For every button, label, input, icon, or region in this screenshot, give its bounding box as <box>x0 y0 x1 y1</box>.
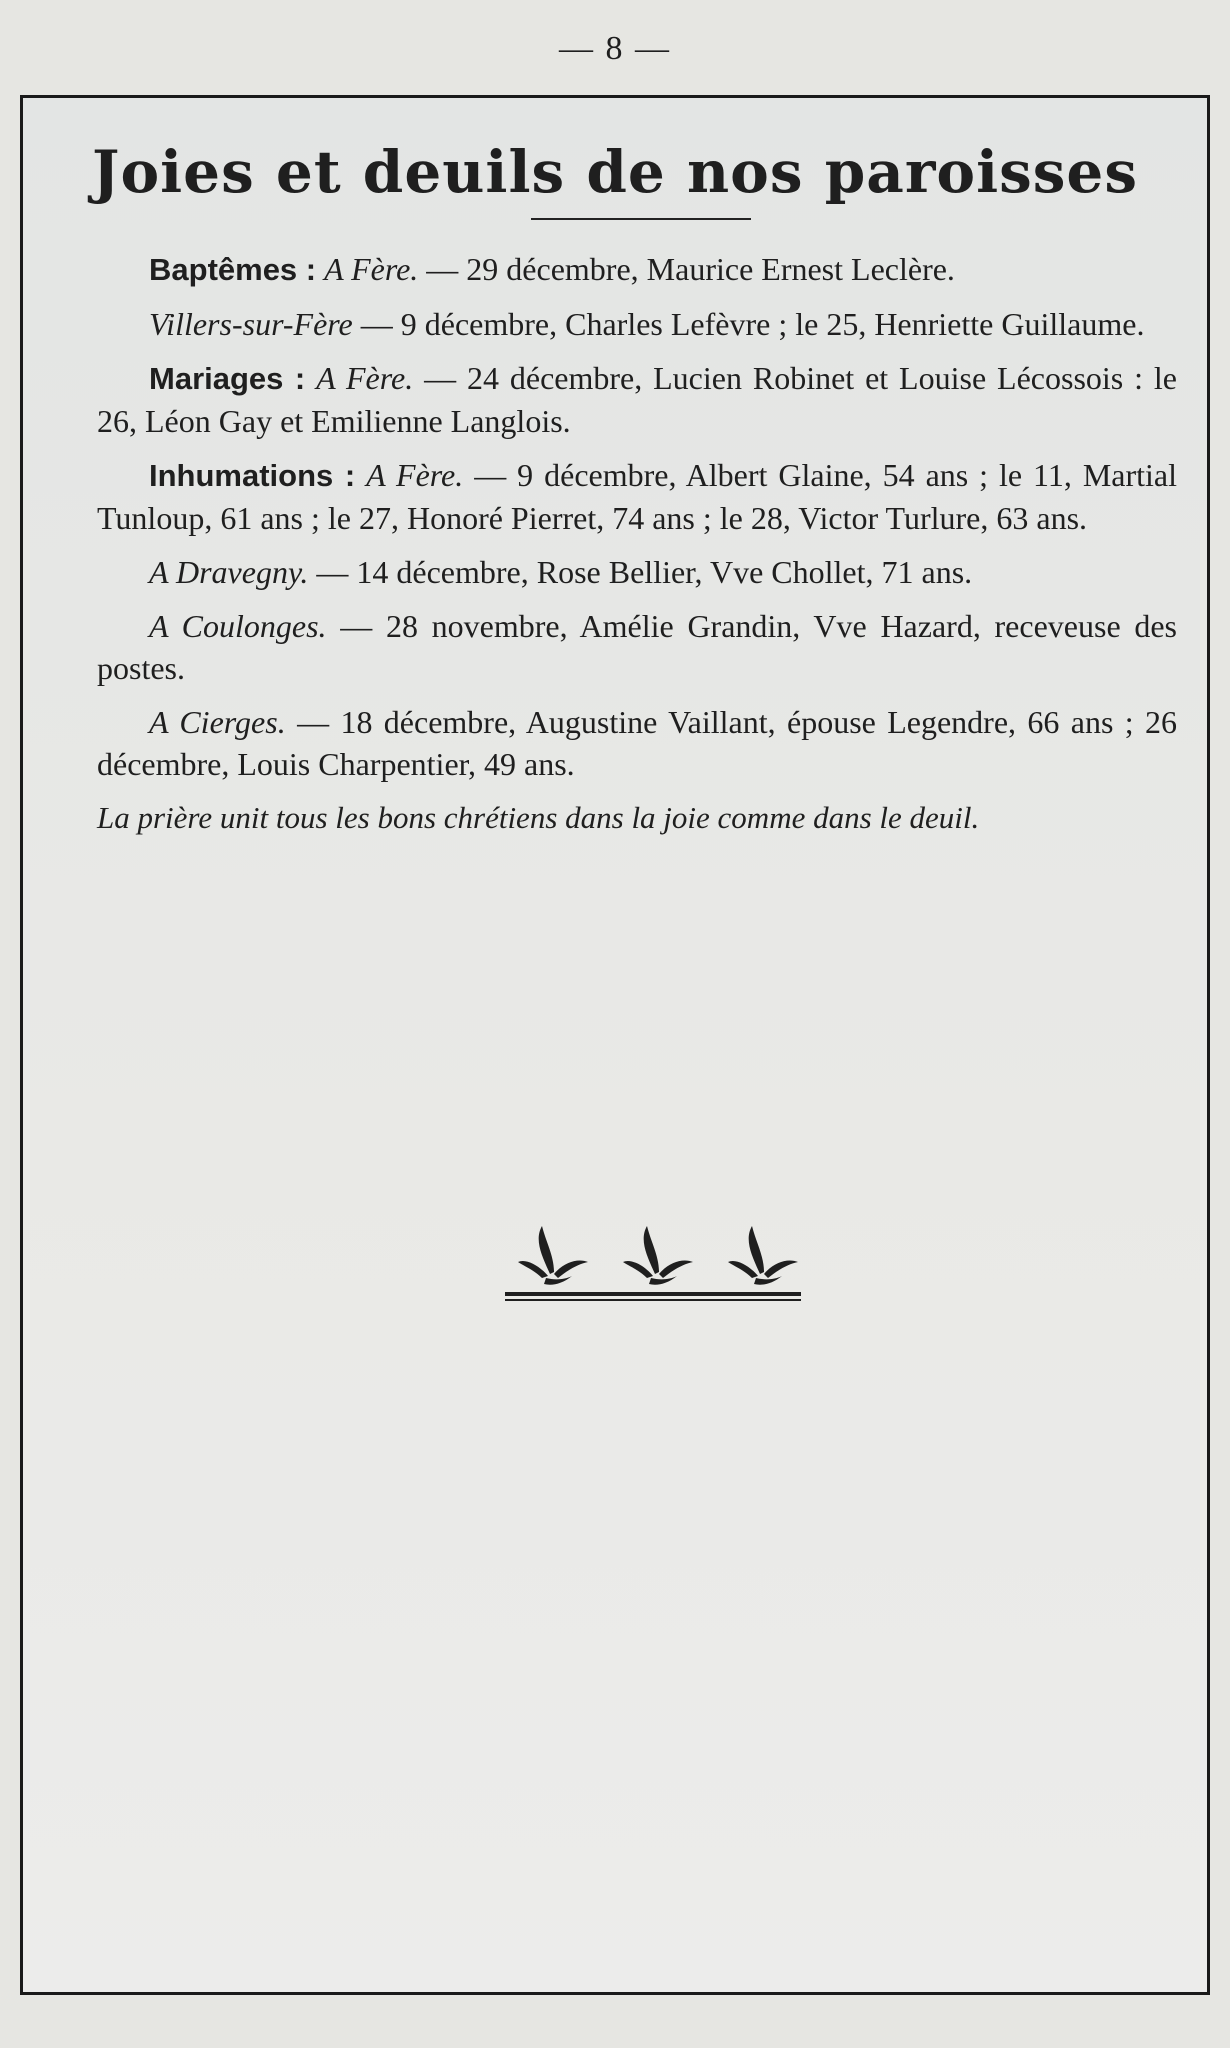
cierges-entry <box>97 701 1177 785</box>
page-number: — 8 — <box>559 30 671 67</box>
parish-register <box>97 248 1177 851</box>
closing-line: La prière unit tous les bons chrétiens dans la joie comme dans le deuil. <box>97 800 980 835</box>
dravegny-place: A Dravegny. <box>149 554 309 590</box>
coulonges-place: A Coulonges. <box>149 608 327 644</box>
page-title: Joies et deuils de nos paroisses <box>92 138 1138 206</box>
inhumations-text: — 9 décembre, Albert Glaine, 54 ans ; le 11, Martial Tunloup, 61 ans ; le 27, Honoré Pierret, 74 ans ; le 28, Victor Turlure, 63 ans. <box>97 457 1178 536</box>
villers-place: Villers-sur-Fère <box>149 306 353 342</box>
mariages-label: Mariages : <box>149 361 306 396</box>
dravegny-entry <box>97 551 1177 593</box>
mariages-place: A Fère. <box>316 360 414 396</box>
villers-text: — 9 décembre, Charles Lefèvre ; le 25, Henriette Guillaume. <box>360 306 1145 342</box>
page-frame <box>20 95 1210 1995</box>
title-divider <box>531 218 751 220</box>
coulonges-text: — 28 novembre, Amélie Grandin, Vve Hazard, receveuse des postes. <box>97 608 1178 686</box>
inhumations-place: A Fère. <box>366 457 464 493</box>
cierges-text: — 18 décembre, Augustine Vaillant, épouse Legendre, 66 ans ; 26 décembre, Louis Charpentier, 49 ans. <box>97 704 1178 782</box>
coulonges-entry <box>97 605 1177 689</box>
dravegny-text: — 14 décembre, Rose Bellier, Vve Chollet, 71 ans. <box>316 554 973 590</box>
baptemes-label: Baptêmes : <box>149 252 317 287</box>
baptemes-entry <box>97 248 1177 291</box>
baptemes-text: — 29 décembre, Maurice Ernest Leclère. <box>426 251 955 287</box>
inhumations-label: Inhumations : <box>149 458 356 493</box>
mariages-text: — 24 décembre, Lucien Robinet et Louise Lécossois : le 26, Léon Gay et Emilienne Langlois. <box>97 360 1178 439</box>
villers-entry <box>97 303 1177 345</box>
mariages-entry <box>97 357 1177 442</box>
baptemes-place: A Fère. <box>324 251 419 287</box>
inhumations-entry <box>97 454 1177 539</box>
cierges-place: A Cierges. <box>149 704 286 740</box>
triple-leaf-ornament-icon <box>503 1218 803 1308</box>
